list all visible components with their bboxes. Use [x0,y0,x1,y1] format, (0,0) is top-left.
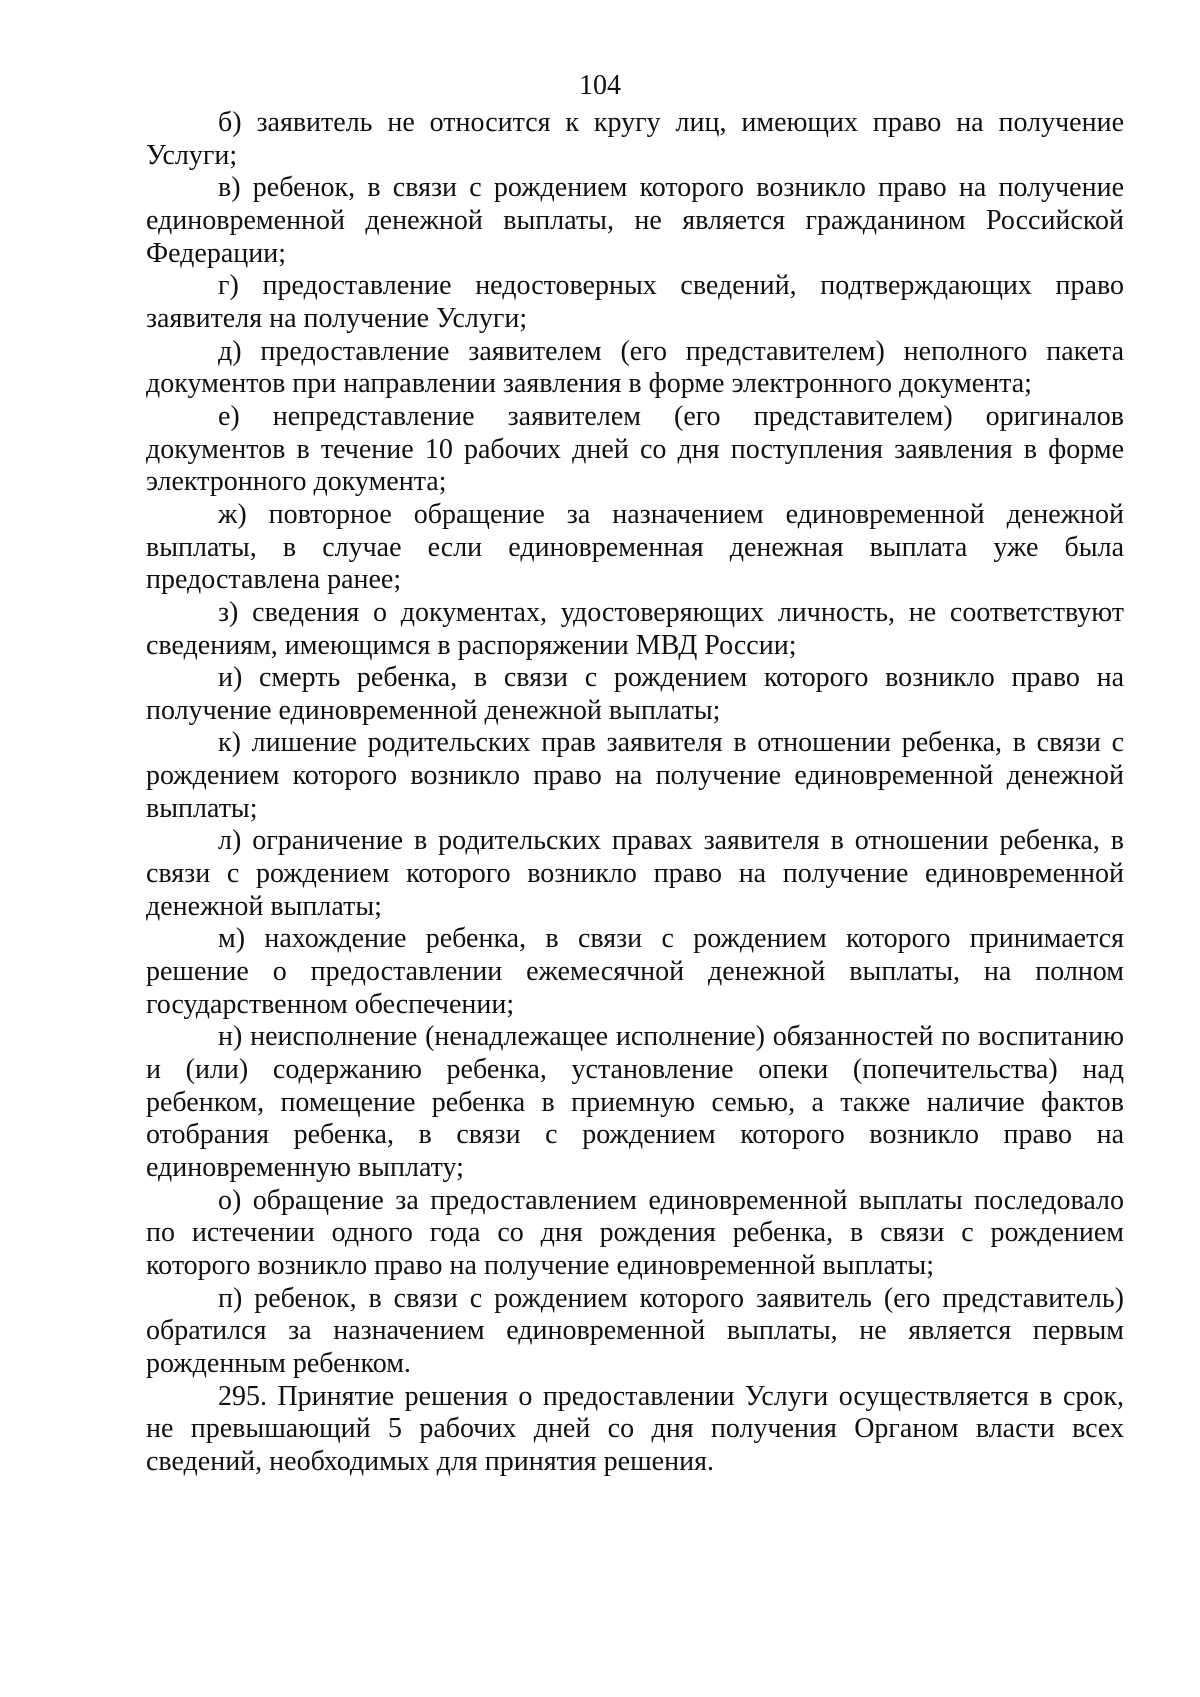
paragraph-d: д) предоставление заявителем (его представителем) неполного пакета документов при направлении заявления в форме электронного документа; [146,335,1124,400]
paragraph-k: к) лишение родительских прав заявителя в отношении ребенка, в связи с рождением которого возникло право на получение единовременной денежной выплаты; [146,727,1124,824]
paragraph-l: л) ограничение в родительских правах заявителя в отношении ребенка, в связи с рождением которого возникло право на получение единовременной денежной выплаты; [146,825,1124,922]
paragraph-i: и) смерть ребенка, в связи с рождением которого возникло право на получение единовременной денежной выплаты; [146,662,1124,726]
paragraph-z: з) сведения о документах, удостоверяющих личность, не соответствуют сведениям, имеющимся в распоряжении МВД России; [146,596,1124,661]
paragraph-n: н) неисполнение (ненадлежащее исполнение) обязанностей по воспитанию и (или) содержанию ребенка, установление опеки (попечительства) над ребенком, помещение ребенка в приемную семью, а также наличие фактов отобрания ребенка, в связи с рождением которого возникло право на единовременную выплату; [146,1021,1124,1183]
paragraph-b: б) заявитель не относится к кругу лиц, имеющих право на получение Услуги; [146,107,1124,171]
page-number: 104 [579,70,621,101]
paragraph-v: в) ребенок, в связи с рождением которого возникло право на получение единовременной денежной выплаты, не является гражданином Российской Федерации; [146,172,1124,269]
paragraph-p: п) ребенок, в связи с рождением которого заявитель (его представитель) обратился за назначением единовременной выплаты, не является первым рожденным ребенком. [146,1282,1124,1379]
paragraph-o: о) обращение за предоставлением единовременной выплаты последовало по истечении одного года со дня рождения ребенка, в связи с рождением которого возникло право на получение единовременной выплаты; [146,1184,1124,1281]
document-body [146,107,1124,1479]
paragraph-zh: ж) повторное обращение за назначением единовременной денежной выплаты, в случае если единовременная денежная выплата уже была предоставлена ранее; [146,498,1124,596]
paragraph-295: 295. Принятие решения о предоставлении Услуги осуществляется в срок, не превышающий 5 рабочих дней со дня получения Органом власти всех сведений, необходимых для принятия решения. [146,1380,1124,1477]
paragraph-g: г) предоставление недостоверных сведений, подтверждающих право заявителя на получение Услуги; [146,270,1124,334]
paragraph-m: м) нахождение ребенка, в связи с рождением которого принимается решение о предоставлении ежемесячной денежной выплаты, на полном государственном обеспечении; [146,923,1124,1020]
paragraph-e: е) непредставление заявителем (его представителем) оригиналов документов в течение 10 рабочих дней со дня поступления заявления в форме электронного документа; [146,400,1124,498]
